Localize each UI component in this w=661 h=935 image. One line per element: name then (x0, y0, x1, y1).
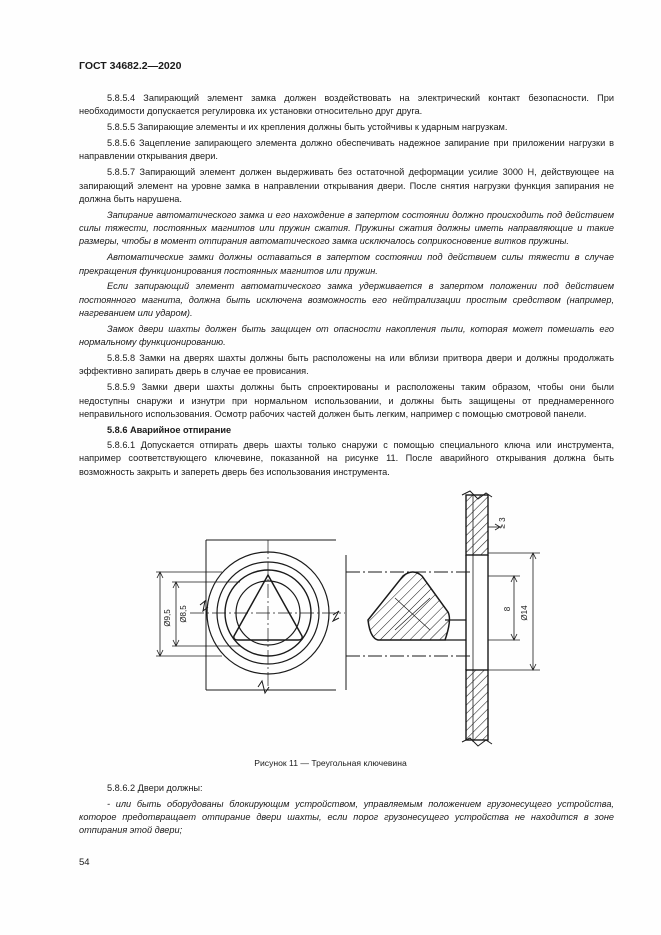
figure-caption: Рисунок 11 — Треугольная ключевина (254, 758, 407, 768)
dimension-gap: ≥ 3 (498, 517, 507, 529)
page-number: 54 (79, 857, 90, 868)
section-view (346, 491, 492, 746)
dimension-d3: Ø14 (520, 605, 529, 621)
dimension-d1: Ø9,5 (163, 609, 172, 627)
paragraph: 5.8.5.4 Запирающий элемент замка должен воздействовать на электрический контакт безопасности. При необходимости допускается регулировка их установки относительно друг друга. (79, 93, 614, 117)
paragraph: 5.8.5.8 Замки на дверях шахты должны быть расположены на или вблизи притвора двери и должны продолжать эффективно запирать дверь в случае ее провисания. (79, 353, 614, 377)
dimension-d2: Ø8,5 (179, 605, 188, 623)
front-view (190, 540, 345, 693)
paragraph: 5.8.5.5 Запирающие элементы и их крепления должны быть устойчивы к ударным нагрузкам. (107, 122, 508, 133)
body-text-bottom (79, 782, 614, 840)
paragraph: Если запирающий элемент автоматического замка удерживается в запертом положении под действием постоянного магнита, должна быть исключена возможность его нейтрализации простым средством (например, нагреванием или ударом). (79, 281, 614, 319)
paragraph: Запирание автоматического замка и его нахождение в запертом состоянии должно происходить под действием силы тяжести, постоянных магнитов или пружин сжатия. Пружины сжатия должны иметь направляющие и такие размеры, чтобы в момент отпирания автоматического замка исключалось соприкосновение витков пружины. (79, 209, 614, 247)
paragraph: 5.8.6.1 Допускается отпирать дверь шахты только снаружи с помощью специального ключа или инструмента, например соответствующего ключевине, показанной на рисунке 11. После аварийного открывания должна быть возможность закрыть и запереть дверь без использования инструмента. (79, 440, 614, 477)
paragraph: 5.8.5.6 Зацепление запирающего элемента должно обеспечивать надежное запирание при приложении нагрузки в направлении открывания двери. (79, 138, 614, 162)
paragraph: 5.8.6.2 Двери должны: (107, 783, 203, 793)
right-dimensions (488, 524, 540, 670)
paragraph: 5.8.5.7 Запирающий элемент должен выдерживать без остаточной деформации усилие 3000 Н, действующее на запирающий элемент на уровне замка в направлении открывания двери. После снятия нагрузки функция запирания не должна быть нарушена. (79, 167, 614, 204)
paragraph: Замок двери шахты должен быть защищен от опасности накопления пыли, которая может помешать его нормальному функционированию. (79, 323, 614, 348)
paragraph: - или быть оборудованы блокирующим устройством, управляемым положением грузонесущего устройства, которое предотвращает отпирание двери шахты, если порог грузонесущего устройства не находится в зоне отпирания этой двери; (79, 798, 614, 836)
dimension-h: 8 (503, 606, 512, 612)
section-heading: 5.8.6 Аварийное отпирание (107, 424, 232, 435)
document-header: ГОСТ 34682.2—2020 (79, 60, 182, 72)
paragraph: Автоматические замки должны оставаться в запертом состоянии под действием силы тяжести в случае прекращения функционирования постоянных магнитов или пружин. (79, 252, 614, 276)
paragraph: 5.8.5.9 Замки двери шахты должны быть спроектированы и расположены таким образом, чтобы они были недоступны снаружи и изнутри при нормальном использовании, и должны быть защищены от преднамеренного неправильного использования. Осмотр рабочих частей должен быть легким, например с помощью смотровой панели. (79, 382, 614, 419)
